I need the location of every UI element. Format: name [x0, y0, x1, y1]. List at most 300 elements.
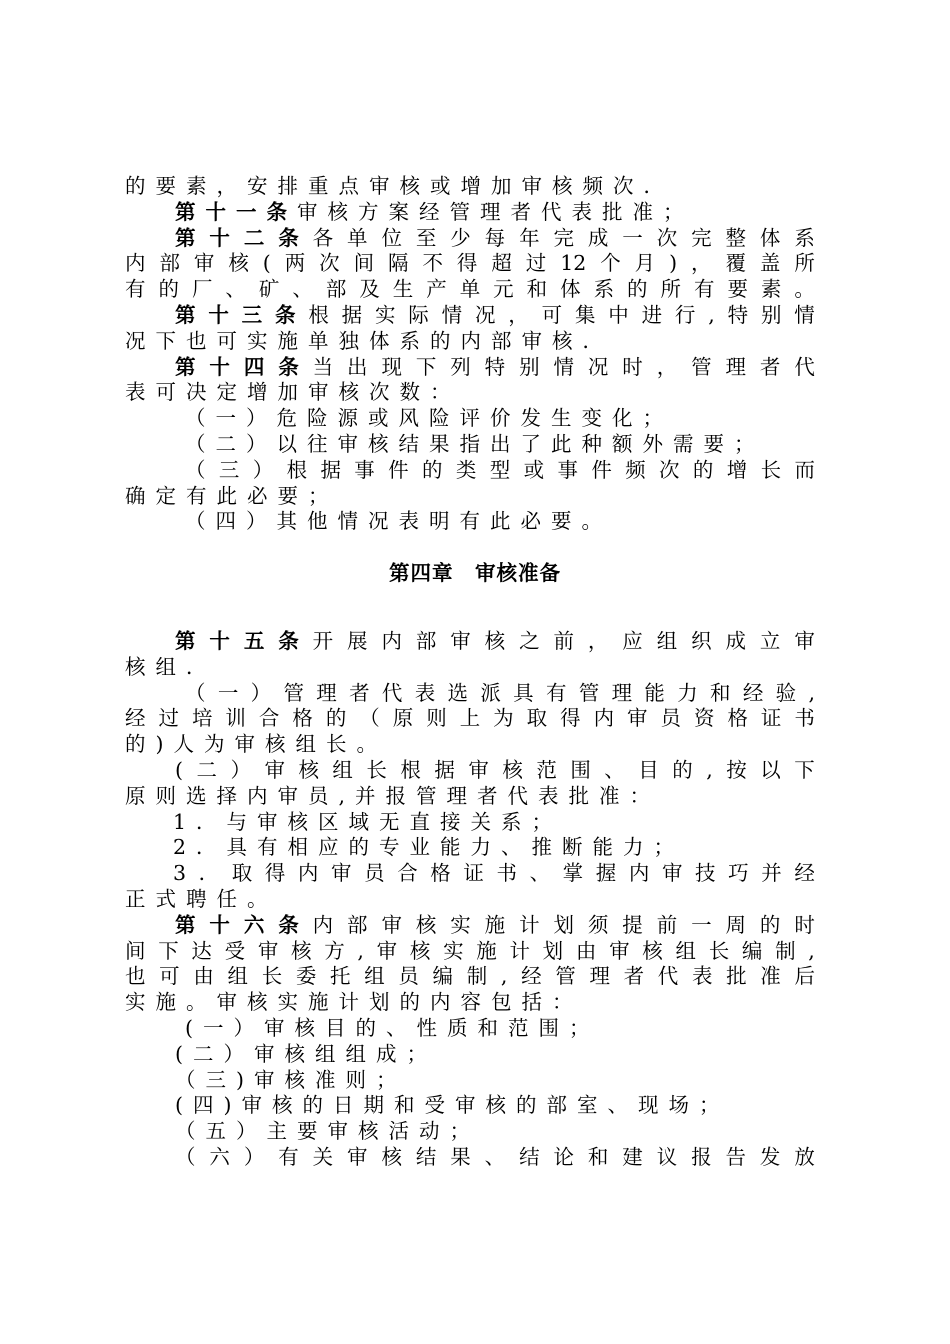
glyph: 条 [278, 354, 299, 379]
glyph: 内 [593, 706, 615, 731]
glyph: 实 [374, 302, 396, 327]
line-text: （五）主要审核活动； [175, 1119, 480, 1144]
glyph: 和 [587, 1144, 609, 1169]
glyph: 建 [622, 1144, 643, 1169]
glyph: 代 [381, 680, 403, 705]
glyph: 据 [434, 757, 455, 782]
glyph: 目 [638, 757, 659, 782]
glyph: 由 [575, 938, 597, 963]
glyph: 年 [519, 225, 540, 250]
glyph: 的 [672, 757, 693, 782]
chapter-title: 第四章 审核准备 [389, 561, 561, 585]
text-line [125, 655, 815, 681]
glyph: 过 [158, 706, 179, 731]
glyph: 成 [587, 225, 609, 250]
glyph: 能 [644, 680, 665, 705]
glyph: 理 [725, 354, 746, 379]
glyph: 按 [726, 757, 747, 782]
glyph: 准 [760, 964, 781, 989]
text-line [125, 681, 815, 707]
glyph: 证 [463, 861, 484, 886]
glyph: 核 [228, 251, 249, 276]
glyph: 论 [553, 1144, 574, 1169]
glyph: ， [656, 354, 678, 379]
text-line [125, 226, 815, 252]
glyph: 一 [622, 225, 643, 250]
glyph: 者 [623, 964, 645, 989]
glyph: 周 [725, 912, 746, 937]
glyph: 具 [513, 680, 534, 705]
glyph: ） [250, 680, 272, 705]
glyph: 果 [450, 1144, 471, 1169]
glyph: 进 [641, 302, 663, 327]
line-text: 实施。审核实施计划的内容包括： [125, 990, 583, 1015]
text-line [125, 432, 815, 458]
glyph: 的 [422, 457, 443, 482]
glyph: 组 [332, 757, 353, 782]
text-line [125, 329, 815, 355]
glyph: 位 [381, 225, 402, 250]
glyph: 时 [794, 912, 815, 937]
glyph: 的 [692, 457, 714, 482]
glyph: 表 [414, 680, 436, 705]
glyph: 核 [502, 757, 523, 782]
glyph: 整 [725, 225, 746, 250]
glyph: 况 [474, 302, 496, 327]
text-line [125, 629, 815, 655]
glyph: （ [185, 457, 206, 482]
glyph: 第 [175, 225, 196, 250]
glyph: 实 [450, 912, 471, 937]
glyph: 制 [466, 964, 488, 989]
glyph: 现 [381, 354, 402, 379]
glyph: 隔 [388, 251, 409, 276]
glyph: 频 [625, 457, 646, 482]
glyph: 据 [341, 302, 363, 327]
glyph: 员 [364, 861, 385, 886]
glyph: 三 [218, 457, 240, 482]
glyph: 五 [243, 629, 265, 653]
glyph: 次 [656, 225, 678, 250]
glyph: 巧 [728, 861, 749, 886]
glyph: 编 [432, 964, 454, 989]
glyph: 发 [759, 1144, 781, 1169]
glyph: 生 [392, 277, 414, 302]
glyph: 前 [656, 912, 678, 937]
glyph: 证 [760, 706, 782, 731]
glyph: 受 [224, 938, 246, 963]
glyph: 力 [677, 680, 698, 705]
text-line [125, 277, 815, 303]
glyph: 十 [208, 302, 229, 327]
line-text: （一）危险源或风险评价发生变化； [185, 406, 673, 431]
glyph: 审 [381, 912, 402, 937]
glyph: 经 [125, 706, 146, 731]
glyph: 经 [794, 861, 815, 886]
glyph: 型 [489, 457, 511, 482]
text-line [125, 758, 815, 784]
glyph: 资 [693, 706, 715, 731]
glyph: （ [175, 1144, 196, 1169]
glyph: （ [359, 706, 380, 731]
glyph: 十 [209, 912, 230, 937]
line-text: 原则选择内审员,并报管理者代表批准： [125, 783, 661, 808]
glyph: 、 [484, 1144, 506, 1169]
glyph: 划 [542, 938, 564, 963]
glyph: 超 [491, 251, 512, 276]
glyph: 长 [708, 938, 730, 963]
glyph: 以 [760, 757, 781, 782]
glyph: 则 [426, 706, 447, 731]
glyph: 关 [312, 1144, 334, 1169]
glyph: 员 [398, 964, 419, 989]
glyph: 审 [331, 861, 352, 886]
line-text: （四）其他情况表明有此必要。 [185, 509, 612, 534]
glyph: 部 [159, 251, 180, 276]
glyph: 第 [175, 912, 196, 937]
glyph: 元 [493, 277, 514, 302]
glyph: 件 [591, 457, 612, 482]
glyph: 提 [622, 912, 643, 937]
glyph: 一 [691, 912, 712, 937]
glyph: 况 [587, 354, 609, 379]
text-line [125, 1068, 815, 1094]
text-line [125, 861, 815, 887]
glyph: 格 [430, 861, 451, 886]
glyph: 过 [525, 251, 547, 276]
glyph: 开 [312, 629, 334, 653]
line-text: 2．具有相应的专业能力、推断能力； [173, 835, 685, 860]
glyph: 经 [742, 680, 764, 705]
text-line [125, 174, 815, 200]
glyph: 矿 [258, 277, 280, 302]
glyph: 训 [225, 706, 246, 731]
text-line [125, 355, 815, 381]
glyph: 或 [523, 457, 545, 482]
glyph: 完 [691, 225, 712, 250]
glyph: 审 [450, 629, 471, 653]
glyph: 有 [278, 1144, 299, 1169]
glyph: 书 [794, 706, 815, 731]
glyph: 理 [316, 680, 337, 705]
glyph: 前 [553, 629, 574, 653]
glyph: 而 [794, 457, 815, 482]
glyph: 的 [627, 277, 648, 302]
glyph: 体 [759, 225, 781, 250]
glyph: 根 [308, 302, 329, 327]
glyph: 的 [325, 706, 347, 731]
glyph: 长 [760, 457, 782, 482]
text-line [125, 964, 815, 990]
glyph: 下 [158, 938, 179, 963]
glyph: 据 [320, 457, 341, 482]
glyph: 管 [691, 354, 712, 379]
glyph: 条 [278, 912, 299, 937]
line-text: 的要素，安排重点审核或增加审核频次． [125, 174, 674, 198]
glyph: 个 [600, 251, 621, 276]
glyph: 二 [243, 225, 265, 250]
glyph: 取 [231, 861, 253, 886]
glyph: 、 [225, 277, 246, 302]
glyph: 的 [158, 277, 179, 302]
glyph: 根 [286, 457, 308, 482]
glyph: 代 [794, 354, 815, 379]
glyph: 下 [794, 757, 815, 782]
glyph: 六 [243, 912, 265, 937]
glyph: 和 [526, 277, 548, 302]
glyph: 为 [493, 706, 514, 731]
glyph: 。 [794, 277, 815, 302]
glyph: 告 [725, 1144, 746, 1169]
glyph: 间 [125, 938, 146, 963]
glyph: 也 [125, 964, 146, 989]
text-line [125, 458, 815, 484]
glyph: 议 [656, 1144, 678, 1169]
glyph: 培 [191, 706, 213, 731]
glyph: 结 [519, 1144, 540, 1169]
glyph: 、 [604, 757, 625, 782]
glyph: 后 [794, 964, 815, 989]
glyph: 审 [264, 757, 285, 782]
glyph: 次 [659, 457, 680, 482]
glyph: 内 [312, 912, 334, 937]
glyph: , [708, 302, 715, 327]
text-line [125, 835, 815, 861]
glyph: 两 [284, 251, 306, 276]
glyph: 情 [794, 302, 815, 327]
glyph: 之 [519, 629, 540, 653]
glyph: 可 [541, 302, 563, 327]
glyph: 得 [264, 861, 286, 886]
glyph: 类 [455, 457, 477, 482]
glyph: 12 [560, 251, 587, 276]
glyph: 少 [450, 225, 471, 250]
glyph: ， [691, 251, 712, 276]
glyph: ） [252, 457, 274, 482]
glyph: 第 [175, 629, 196, 653]
glyph: 别 [760, 302, 782, 327]
glyph: 产 [426, 277, 447, 302]
glyph: 三 [241, 302, 263, 327]
glyph: 完 [553, 225, 574, 250]
glyph: 中 [608, 302, 629, 327]
glyph: 施 [476, 938, 497, 963]
glyph: 系 [593, 277, 615, 302]
glyph: 须 [587, 912, 609, 937]
glyph: 月 [634, 251, 656, 276]
text-line [125, 706, 815, 732]
glyph: 派 [480, 680, 501, 705]
glyph: 事 [354, 457, 375, 482]
glyph: 计 [509, 938, 530, 963]
text-line [125, 810, 815, 836]
glyph: 审 [193, 251, 215, 276]
glyph: 握 [595, 861, 617, 886]
glyph: 单 [459, 277, 481, 302]
glyph: 书 [496, 861, 517, 886]
glyph: 达 [191, 938, 212, 963]
glyph: （ [185, 680, 206, 705]
line-text: 况下也可实施单独体系的内部审核． [125, 328, 613, 353]
glyph: 长 [261, 964, 283, 989]
glyph: 方 [324, 938, 345, 963]
glyph: 审 [661, 861, 683, 886]
glyph: 核 [415, 912, 437, 937]
glyph: 部 [325, 277, 347, 302]
glyph: 覆 [725, 251, 746, 276]
glyph: 十 [209, 225, 230, 250]
text-line [125, 784, 815, 810]
glyph: 批 [726, 964, 747, 989]
line-text: （三)审核准则； [175, 1067, 407, 1092]
glyph: 二 [196, 757, 217, 782]
glyph: 有 [693, 277, 715, 302]
glyph: 代 [657, 964, 679, 989]
glyph: 立 [759, 629, 781, 653]
glyph: 管 [283, 680, 304, 705]
text-line [125, 939, 815, 965]
glyph: 所 [660, 277, 681, 302]
glyph: 织 [691, 629, 712, 653]
glyph: 划 [553, 912, 574, 937]
glyph: 组 [656, 629, 678, 653]
text-line [125, 1042, 815, 1068]
glyph: 审 [468, 757, 489, 782]
glyph: , [357, 938, 364, 963]
glyph: 合 [397, 861, 418, 886]
glyph: , [808, 938, 815, 963]
glyph: 际 [408, 302, 429, 327]
glyph: 选 [447, 680, 468, 705]
glyph: 特 [484, 354, 506, 379]
glyph: 审 [609, 938, 630, 963]
text-line [125, 1016, 815, 1042]
glyph: 组 [675, 938, 696, 963]
glyph: 内 [125, 251, 146, 276]
glyph: 情 [553, 354, 574, 379]
glyph: 审 [257, 938, 279, 963]
glyph: 内 [628, 861, 650, 886]
glyph: 实 [443, 938, 464, 963]
glyph: 增 [726, 457, 748, 482]
text-line [125, 303, 815, 329]
text-line [125, 484, 815, 510]
glyph: 条 [278, 225, 299, 250]
glyph: 行 [674, 302, 696, 327]
glyph: 当 [312, 354, 334, 379]
glyph: 展 [347, 629, 368, 653]
glyph: 得 [560, 706, 581, 731]
text-line [125, 732, 815, 758]
glyph: 十 [209, 629, 230, 653]
glyph: 管 [578, 680, 600, 705]
glyph: 合 [258, 706, 280, 731]
glyph: 组 [227, 964, 249, 989]
glyph: 要 [727, 277, 748, 302]
glyph: 员 [660, 706, 681, 731]
glyph: , [706, 757, 713, 782]
glyph: 体 [560, 277, 581, 302]
glyph: 掌 [562, 861, 584, 886]
glyph: ( [175, 757, 183, 782]
glyph: 、 [529, 861, 551, 886]
glyph: 长 [366, 757, 387, 782]
glyph: 者 [759, 354, 781, 379]
text-line [125, 887, 815, 913]
line-text: (四)审核的日期和受审核的部室、现场； [175, 1093, 730, 1118]
glyph: 所 [794, 251, 815, 276]
glyph: 取 [526, 706, 548, 731]
glyph: 根 [400, 757, 421, 782]
section-articles-15-16 [125, 629, 815, 1171]
glyph: 审 [376, 938, 398, 963]
text-line [125, 200, 815, 226]
glyph: 放 [794, 1144, 815, 1169]
glyph: 核 [298, 757, 319, 782]
text-line [125, 1093, 815, 1119]
glyph: 并 [761, 861, 782, 886]
glyph: 理 [611, 680, 633, 705]
line-text: 审核方案经管理者代表批准； [297, 199, 694, 224]
glyph: 部 [415, 629, 437, 653]
glyph: 核 [291, 938, 312, 963]
glyph: 出 [347, 354, 368, 379]
glyph: 技 [695, 861, 716, 886]
glyph: 每 [484, 225, 506, 250]
line-text: 核组． [125, 654, 217, 679]
glyph: 次 [319, 251, 340, 276]
text-line [125, 913, 815, 939]
glyph: 厂 [191, 277, 213, 302]
glyph: 应 [622, 629, 643, 653]
glyph: 得 [456, 251, 478, 276]
glyph: 围 [570, 757, 591, 782]
text-line [125, 1119, 815, 1145]
glyph: 成 [725, 629, 746, 653]
glyph: 原 [392, 706, 414, 731]
glyph: 格 [727, 706, 748, 731]
glyph: 六 [209, 1144, 230, 1169]
line-text: 确定有此必要； [125, 483, 339, 508]
text-line [125, 251, 815, 277]
glyph: 不 [422, 251, 443, 276]
line-text: 1．与审核区域无直接关系； [173, 809, 563, 834]
glyph: 事 [557, 457, 578, 482]
glyph: 、 [292, 277, 313, 302]
line-text: 表可决定增加审核次数： [125, 380, 461, 405]
glyph: 下 [415, 354, 437, 379]
glyph: 托 [330, 964, 351, 989]
glyph: 有 [545, 680, 567, 705]
glyph: 者 [349, 680, 370, 705]
line-text: 正式聘任。 [125, 886, 278, 911]
glyph: 施 [484, 912, 506, 937]
glyph: 核 [381, 1144, 402, 1169]
glyph: 一 [217, 680, 239, 705]
glyph: 组 [364, 964, 385, 989]
glyph: 理 [589, 964, 610, 989]
glyph: 核 [642, 938, 663, 963]
glyph: 核 [409, 938, 431, 963]
glyph: 报 [691, 1144, 712, 1169]
glyph: ． [198, 861, 220, 886]
glyph: 单 [347, 225, 368, 250]
glyph: 特 [727, 302, 749, 327]
glyph: 范 [536, 757, 557, 782]
glyph: 编 [741, 938, 763, 963]
glyph: 表 [691, 964, 713, 989]
text-line [125, 406, 815, 432]
